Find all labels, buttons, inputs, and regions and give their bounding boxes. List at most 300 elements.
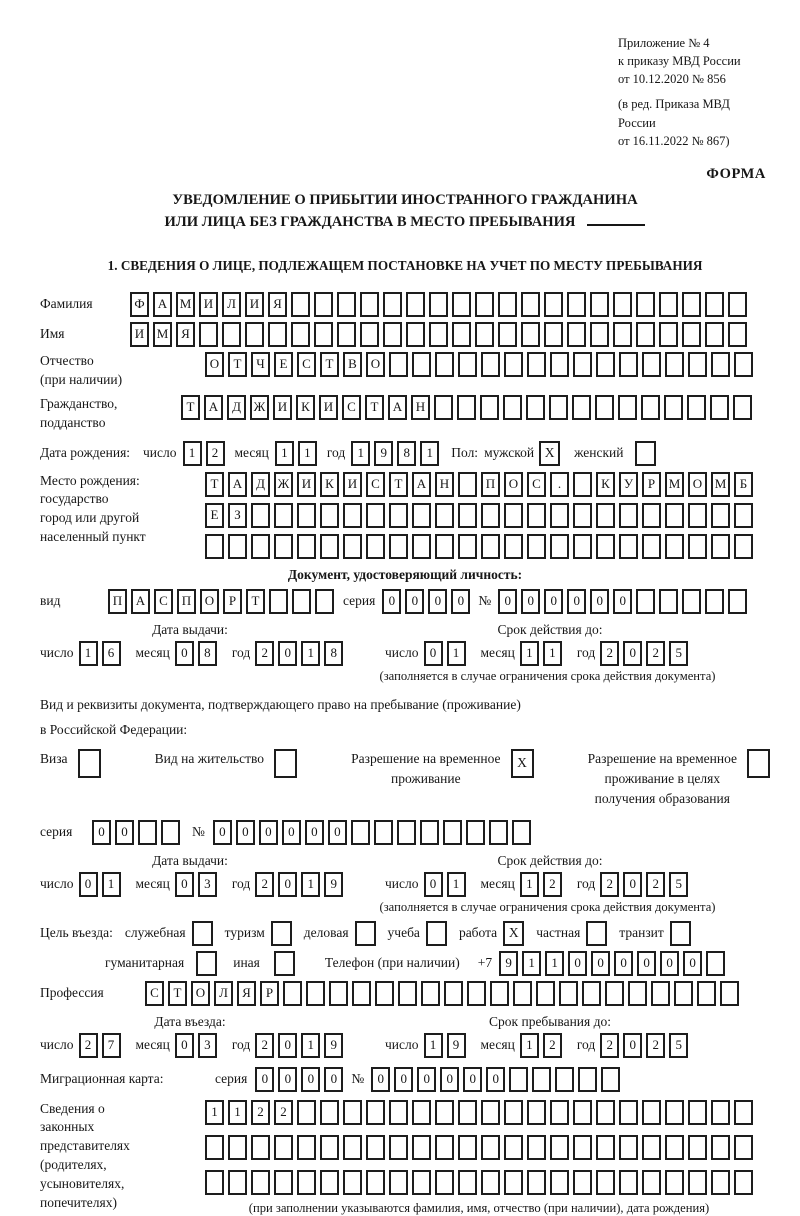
char-cell[interactable] <box>613 322 632 347</box>
char-cell[interactable]: 0 <box>278 1033 297 1058</box>
char-cell[interactable] <box>351 820 370 845</box>
char-cell[interactable]: 8 <box>324 641 343 666</box>
char-cell[interactable] <box>567 292 586 317</box>
char-cell[interactable]: 2 <box>600 1033 619 1058</box>
char-cell[interactable]: 0 <box>440 1067 459 1092</box>
char-cell[interactable] <box>642 1135 661 1160</box>
char-cell[interactable] <box>389 1135 408 1160</box>
char-cell[interactable] <box>291 322 310 347</box>
char-cell[interactable] <box>320 1135 339 1160</box>
char-cell[interactable] <box>205 1135 224 1160</box>
char-cell[interactable]: 0 <box>255 1067 274 1092</box>
char-cell[interactable] <box>664 395 683 420</box>
char-cell[interactable] <box>619 1100 638 1125</box>
purpose-private-checkbox[interactable] <box>586 921 607 946</box>
char-cell[interactable]: 1 <box>543 641 562 666</box>
char-cell[interactable] <box>435 503 454 528</box>
char-cell[interactable] <box>337 322 356 347</box>
char-cell[interactable]: С <box>366 472 385 497</box>
char-cell[interactable] <box>682 292 701 317</box>
char-cell[interactable] <box>504 534 523 559</box>
char-cell[interactable] <box>665 1100 684 1125</box>
char-cell[interactable] <box>734 1135 753 1160</box>
char-cell[interactable]: 0 <box>544 589 563 614</box>
char-cell[interactable] <box>705 292 724 317</box>
char-cell[interactable]: 0 <box>79 872 98 897</box>
char-cell[interactable] <box>651 981 670 1006</box>
char-cell[interactable] <box>320 1100 339 1125</box>
char-cell[interactable]: М <box>665 472 684 497</box>
char-cell[interactable] <box>343 1135 362 1160</box>
char-cell[interactable] <box>429 292 448 317</box>
char-cell[interactable]: 0 <box>451 589 470 614</box>
char-cell[interactable] <box>613 292 632 317</box>
char-cell[interactable]: Д <box>251 472 270 497</box>
char-cell[interactable] <box>329 981 348 1006</box>
char-cell[interactable]: Я <box>237 981 256 1006</box>
char-cell[interactable] <box>619 534 638 559</box>
char-cell[interactable] <box>665 534 684 559</box>
char-cell[interactable]: И <box>297 472 316 497</box>
char-cell[interactable]: 9 <box>374 441 393 466</box>
char-cell[interactable] <box>435 1100 454 1125</box>
char-cell[interactable] <box>481 1100 500 1125</box>
char-cell[interactable] <box>412 1135 431 1160</box>
char-cell[interactable]: 1 <box>301 872 320 897</box>
char-cell[interactable]: Т <box>389 472 408 497</box>
char-cell[interactable]: 2 <box>600 872 619 897</box>
char-cell[interactable] <box>383 292 402 317</box>
char-cell[interactable]: 0 <box>567 589 586 614</box>
char-cell[interactable] <box>596 1170 615 1195</box>
sex-male-checkbox[interactable]: X <box>539 441 560 466</box>
char-cell[interactable] <box>291 292 310 317</box>
char-cell[interactable]: 5 <box>669 641 688 666</box>
char-cell[interactable] <box>573 1135 592 1160</box>
char-cell[interactable] <box>458 534 477 559</box>
char-cell[interactable]: 1 <box>301 1033 320 1058</box>
char-cell[interactable] <box>352 981 371 1006</box>
char-cell[interactable] <box>503 395 522 420</box>
char-cell[interactable] <box>521 322 540 347</box>
char-cell[interactable]: 0 <box>278 641 297 666</box>
char-cell[interactable] <box>452 292 471 317</box>
char-cell[interactable] <box>734 352 753 377</box>
char-cell[interactable] <box>283 981 302 1006</box>
char-cell[interactable] <box>619 1170 638 1195</box>
char-cell[interactable] <box>406 322 425 347</box>
char-cell[interactable] <box>512 820 531 845</box>
char-cell[interactable] <box>337 292 356 317</box>
char-cell[interactable]: 2 <box>206 441 225 466</box>
char-cell[interactable]: 1 <box>228 1100 247 1125</box>
char-cell[interactable] <box>642 352 661 377</box>
char-cell[interactable]: 2 <box>255 1033 274 1058</box>
char-cell[interactable]: 3 <box>198 872 217 897</box>
char-cell[interactable] <box>498 292 517 317</box>
char-cell[interactable] <box>435 534 454 559</box>
char-cell[interactable] <box>642 1170 661 1195</box>
char-cell[interactable] <box>366 1170 385 1195</box>
char-cell[interactable] <box>366 1135 385 1160</box>
char-cell[interactable] <box>374 820 393 845</box>
char-cell[interactable] <box>306 981 325 1006</box>
char-cell[interactable] <box>527 503 546 528</box>
char-cell[interactable] <box>412 503 431 528</box>
char-cell[interactable] <box>573 503 592 528</box>
char-cell[interactable]: 9 <box>324 872 343 897</box>
char-cell[interactable]: О <box>200 589 219 614</box>
char-cell[interactable] <box>398 981 417 1006</box>
purpose-humanitarian-checkbox[interactable] <box>196 951 217 976</box>
char-cell[interactable]: 0 <box>660 951 679 976</box>
char-cell[interactable]: 0 <box>236 820 255 845</box>
char-cell[interactable] <box>343 1170 362 1195</box>
char-cell[interactable] <box>544 292 563 317</box>
char-cell[interactable]: С <box>342 395 361 420</box>
char-cell[interactable]: 1 <box>79 641 98 666</box>
char-cell[interactable]: 0 <box>382 589 401 614</box>
char-cell[interactable] <box>573 1100 592 1125</box>
char-cell[interactable]: Т <box>365 395 384 420</box>
education-permit-checkbox[interactable] <box>747 749 770 778</box>
char-cell[interactable]: 0 <box>498 589 517 614</box>
char-cell[interactable]: Т <box>181 395 200 420</box>
char-cell[interactable]: Н <box>411 395 430 420</box>
char-cell[interactable]: 1 <box>183 441 202 466</box>
char-cell[interactable] <box>458 1135 477 1160</box>
char-cell[interactable] <box>161 820 180 845</box>
char-cell[interactable]: 1 <box>520 872 539 897</box>
char-cell[interactable]: З <box>228 503 247 528</box>
char-cell[interactable]: 0 <box>301 1067 320 1092</box>
char-cell[interactable] <box>665 1135 684 1160</box>
char-cell[interactable] <box>458 1100 477 1125</box>
char-cell[interactable] <box>728 589 747 614</box>
char-cell[interactable] <box>397 820 416 845</box>
char-cell[interactable] <box>642 1100 661 1125</box>
char-cell[interactable]: 0 <box>371 1067 390 1092</box>
char-cell[interactable] <box>228 534 247 559</box>
char-cell[interactable] <box>292 589 311 614</box>
purpose-business-trip-checkbox[interactable] <box>192 921 213 946</box>
char-cell[interactable] <box>521 292 540 317</box>
char-cell[interactable]: 0 <box>568 951 587 976</box>
char-cell[interactable] <box>711 352 730 377</box>
char-cell[interactable] <box>366 1100 385 1125</box>
char-cell[interactable] <box>389 503 408 528</box>
char-cell[interactable] <box>269 589 288 614</box>
char-cell[interactable] <box>366 503 385 528</box>
char-cell[interactable]: А <box>204 395 223 420</box>
char-cell[interactable]: 1 <box>545 951 564 976</box>
char-cell[interactable]: . <box>550 472 569 497</box>
char-cell[interactable] <box>389 352 408 377</box>
char-cell[interactable]: 2 <box>255 872 274 897</box>
char-cell[interactable]: 0 <box>428 589 447 614</box>
purpose-transit-checkbox[interactable] <box>670 921 691 946</box>
char-cell[interactable]: 0 <box>613 589 632 614</box>
char-cell[interactable]: 0 <box>324 1067 343 1092</box>
char-cell[interactable] <box>205 1170 224 1195</box>
char-cell[interactable] <box>343 503 362 528</box>
char-cell[interactable] <box>549 395 568 420</box>
char-cell[interactable] <box>343 1100 362 1125</box>
char-cell[interactable]: 0 <box>405 589 424 614</box>
char-cell[interactable]: 5 <box>669 872 688 897</box>
char-cell[interactable]: Т <box>228 352 247 377</box>
char-cell[interactable] <box>705 322 724 347</box>
char-cell[interactable] <box>504 1170 523 1195</box>
char-cell[interactable]: 2 <box>543 872 562 897</box>
char-cell[interactable] <box>297 503 316 528</box>
char-cell[interactable] <box>618 395 637 420</box>
char-cell[interactable] <box>720 981 739 1006</box>
char-cell[interactable]: 0 <box>637 951 656 976</box>
char-cell[interactable]: 0 <box>394 1067 413 1092</box>
char-cell[interactable] <box>420 820 439 845</box>
char-cell[interactable]: 2 <box>646 1033 665 1058</box>
char-cell[interactable]: 1 <box>520 641 539 666</box>
purpose-commercial-checkbox[interactable] <box>355 921 376 946</box>
char-cell[interactable] <box>481 1135 500 1160</box>
char-cell[interactable]: А <box>153 292 172 317</box>
char-cell[interactable]: 0 <box>591 951 610 976</box>
char-cell[interactable] <box>297 1170 316 1195</box>
char-cell[interactable]: Л <box>222 292 241 317</box>
char-cell[interactable] <box>674 981 693 1006</box>
char-cell[interactable] <box>682 589 701 614</box>
char-cell[interactable]: С <box>527 472 546 497</box>
char-cell[interactable] <box>619 1135 638 1160</box>
char-cell[interactable]: 2 <box>79 1033 98 1058</box>
char-cell[interactable] <box>274 503 293 528</box>
char-cell[interactable] <box>605 981 624 1006</box>
char-cell[interactable] <box>734 503 753 528</box>
char-cell[interactable]: Р <box>642 472 661 497</box>
char-cell[interactable] <box>572 395 591 420</box>
char-cell[interactable]: М <box>153 322 172 347</box>
char-cell[interactable] <box>297 1100 316 1125</box>
char-cell[interactable]: А <box>412 472 431 497</box>
char-cell[interactable] <box>628 981 647 1006</box>
char-cell[interactable] <box>590 292 609 317</box>
char-cell[interactable]: Б <box>734 472 753 497</box>
char-cell[interactable] <box>412 352 431 377</box>
char-cell[interactable] <box>458 472 477 497</box>
char-cell[interactable]: 0 <box>486 1067 505 1092</box>
char-cell[interactable] <box>659 322 678 347</box>
char-cell[interactable] <box>457 395 476 420</box>
char-cell[interactable] <box>274 1170 293 1195</box>
char-cell[interactable] <box>550 503 569 528</box>
char-cell[interactable] <box>636 589 655 614</box>
char-cell[interactable] <box>383 322 402 347</box>
char-cell[interactable] <box>320 1170 339 1195</box>
char-cell[interactable] <box>504 503 523 528</box>
char-cell[interactable] <box>251 1170 270 1195</box>
char-cell[interactable]: Н <box>435 472 454 497</box>
char-cell[interactable] <box>389 1100 408 1125</box>
char-cell[interactable]: 0 <box>175 1033 194 1058</box>
char-cell[interactable]: 0 <box>623 641 642 666</box>
char-cell[interactable] <box>412 1100 431 1125</box>
char-cell[interactable] <box>314 322 333 347</box>
char-cell[interactable] <box>527 1100 546 1125</box>
char-cell[interactable] <box>481 1170 500 1195</box>
char-cell[interactable]: 0 <box>424 872 443 897</box>
char-cell[interactable] <box>642 534 661 559</box>
char-cell[interactable] <box>596 1135 615 1160</box>
char-cell[interactable]: О <box>688 472 707 497</box>
char-cell[interactable]: 2 <box>543 1033 562 1058</box>
char-cell[interactable] <box>504 1135 523 1160</box>
char-cell[interactable] <box>320 503 339 528</box>
char-cell[interactable] <box>636 292 655 317</box>
char-cell[interactable]: И <box>199 292 218 317</box>
char-cell[interactable] <box>360 322 379 347</box>
char-cell[interactable]: 0 <box>614 951 633 976</box>
char-cell[interactable] <box>421 981 440 1006</box>
char-cell[interactable] <box>343 534 362 559</box>
char-cell[interactable] <box>475 322 494 347</box>
char-cell[interactable]: С <box>297 352 316 377</box>
char-cell[interactable]: А <box>131 589 150 614</box>
char-cell[interactable]: 8 <box>397 441 416 466</box>
char-cell[interactable] <box>601 1067 620 1092</box>
char-cell[interactable] <box>733 395 752 420</box>
char-cell[interactable] <box>659 589 678 614</box>
visa-checkbox[interactable] <box>78 749 101 778</box>
char-cell[interactable]: П <box>177 589 196 614</box>
char-cell[interactable] <box>389 534 408 559</box>
char-cell[interactable]: 9 <box>447 1033 466 1058</box>
char-cell[interactable]: 0 <box>424 641 443 666</box>
char-cell[interactable] <box>711 1100 730 1125</box>
char-cell[interactable]: Я <box>268 292 287 317</box>
char-cell[interactable] <box>490 981 509 1006</box>
char-cell[interactable] <box>458 352 477 377</box>
char-cell[interactable]: 8 <box>198 641 217 666</box>
char-cell[interactable] <box>320 534 339 559</box>
char-cell[interactable] <box>659 292 678 317</box>
char-cell[interactable] <box>406 292 425 317</box>
char-cell[interactable] <box>711 503 730 528</box>
char-cell[interactable] <box>687 395 706 420</box>
char-cell[interactable] <box>582 981 601 1006</box>
char-cell[interactable]: 1 <box>275 441 294 466</box>
char-cell[interactable] <box>527 1170 546 1195</box>
char-cell[interactable] <box>274 1135 293 1160</box>
char-cell[interactable] <box>228 1170 247 1195</box>
char-cell[interactable]: К <box>296 395 315 420</box>
char-cell[interactable] <box>504 1100 523 1125</box>
char-cell[interactable] <box>596 534 615 559</box>
char-cell[interactable] <box>536 981 555 1006</box>
char-cell[interactable]: Ж <box>274 472 293 497</box>
char-cell[interactable] <box>550 352 569 377</box>
char-cell[interactable]: Я <box>176 322 195 347</box>
char-cell[interactable] <box>412 1170 431 1195</box>
char-cell[interactable]: И <box>319 395 338 420</box>
char-cell[interactable] <box>559 981 578 1006</box>
char-cell[interactable] <box>527 534 546 559</box>
char-cell[interactable]: Т <box>246 589 265 614</box>
purpose-tourism-checkbox[interactable] <box>271 921 292 946</box>
char-cell[interactable]: Т <box>320 352 339 377</box>
char-cell[interactable]: Р <box>260 981 279 1006</box>
char-cell[interactable] <box>199 322 218 347</box>
char-cell[interactable]: 0 <box>305 820 324 845</box>
char-cell[interactable]: Д <box>227 395 246 420</box>
char-cell[interactable] <box>489 820 508 845</box>
purpose-work-checkbox[interactable]: X <box>503 921 524 946</box>
char-cell[interactable]: И <box>245 292 264 317</box>
purpose-study-checkbox[interactable] <box>426 921 447 946</box>
char-cell[interactable] <box>251 503 270 528</box>
char-cell[interactable]: С <box>145 981 164 1006</box>
char-cell[interactable]: 1 <box>447 872 466 897</box>
char-cell[interactable] <box>481 352 500 377</box>
char-cell[interactable]: 0 <box>590 589 609 614</box>
char-cell[interactable] <box>458 1170 477 1195</box>
char-cell[interactable] <box>688 1135 707 1160</box>
char-cell[interactable]: 9 <box>499 951 518 976</box>
title-number-blank-field[interactable] <box>587 224 645 226</box>
char-cell[interactable]: Ф <box>130 292 149 317</box>
char-cell[interactable]: М <box>176 292 195 317</box>
char-cell[interactable]: Ч <box>251 352 270 377</box>
char-cell[interactable] <box>596 352 615 377</box>
char-cell[interactable]: 0 <box>175 641 194 666</box>
char-cell[interactable]: И <box>343 472 362 497</box>
char-cell[interactable] <box>642 503 661 528</box>
char-cell[interactable] <box>527 352 546 377</box>
char-cell[interactable]: Т <box>168 981 187 1006</box>
char-cell[interactable] <box>434 395 453 420</box>
char-cell[interactable] <box>590 322 609 347</box>
char-cell[interactable] <box>710 395 729 420</box>
char-cell[interactable]: М <box>711 472 730 497</box>
char-cell[interactable] <box>458 503 477 528</box>
char-cell[interactable] <box>315 589 334 614</box>
char-cell[interactable]: К <box>596 472 615 497</box>
char-cell[interactable]: 2 <box>251 1100 270 1125</box>
char-cell[interactable]: С <box>154 589 173 614</box>
char-cell[interactable]: О <box>504 472 523 497</box>
char-cell[interactable]: И <box>273 395 292 420</box>
char-cell[interactable] <box>481 503 500 528</box>
char-cell[interactable]: 1 <box>447 641 466 666</box>
char-cell[interactable]: 7 <box>102 1033 121 1058</box>
char-cell[interactable] <box>641 395 660 420</box>
char-cell[interactable]: 0 <box>115 820 134 845</box>
char-cell[interactable] <box>636 322 655 347</box>
char-cell[interactable]: 1 <box>298 441 317 466</box>
char-cell[interactable]: 0 <box>282 820 301 845</box>
char-cell[interactable] <box>297 1135 316 1160</box>
char-cell[interactable]: 2 <box>646 641 665 666</box>
char-cell[interactable]: 0 <box>259 820 278 845</box>
char-cell[interactable] <box>532 1067 551 1092</box>
char-cell[interactable]: А <box>228 472 247 497</box>
char-cell[interactable] <box>429 322 448 347</box>
char-cell[interactable] <box>467 981 486 1006</box>
char-cell[interactable] <box>228 1135 247 1160</box>
char-cell[interactable] <box>573 352 592 377</box>
char-cell[interactable] <box>711 534 730 559</box>
char-cell[interactable] <box>513 981 532 1006</box>
